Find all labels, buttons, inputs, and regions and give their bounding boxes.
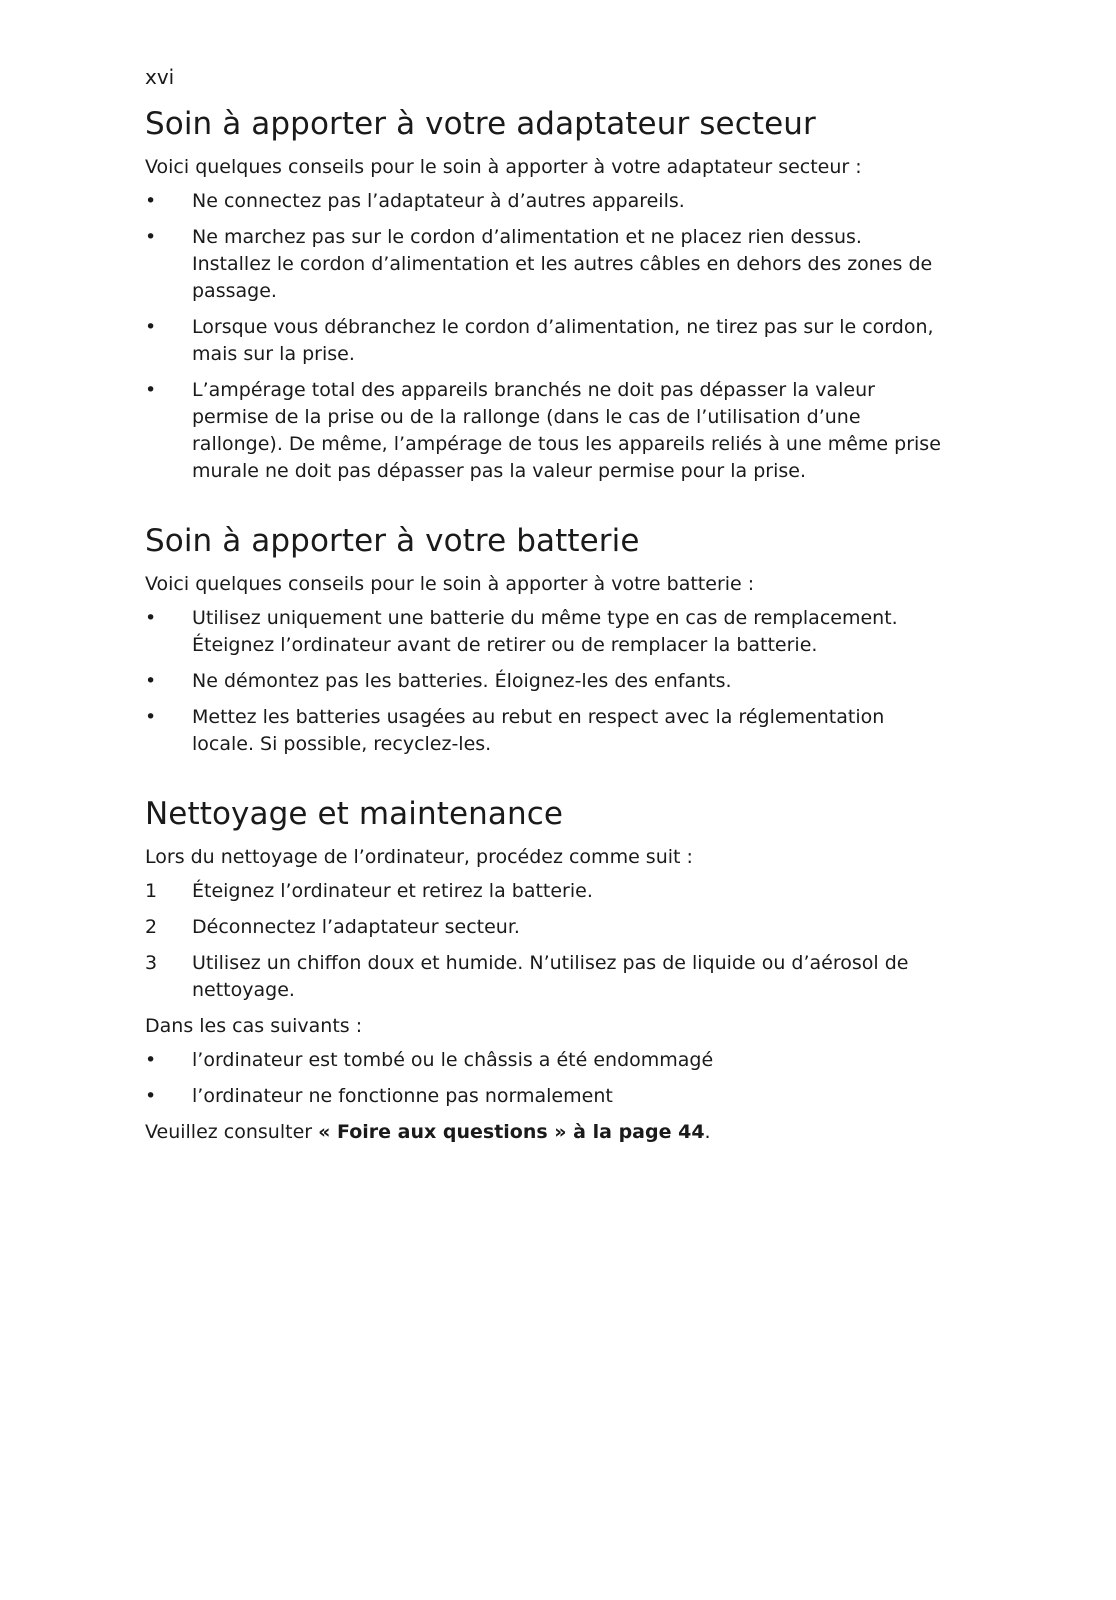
list-item-text: Mettez les batteries usagées au rebut en respect avec la réglementation locale. Si possible, recyclez-les. [192,706,885,755]
list-item [145,1083,945,1110]
step-number: 2 [145,916,158,938]
section-title: Soin à apporter à votre adaptateur secteur [145,106,816,142]
list-item [145,314,945,368]
cases-intro: Dans les cas suivants : [145,1015,363,1037]
section-intro: Lors du nettoyage de l’ordinateur, procédez comme suit : [145,846,693,868]
bullet-icon: • [145,379,157,401]
list-item [145,878,945,905]
section-adapter-care [145,104,945,485]
step-number: 1 [145,880,158,902]
list-item-text: l’ordinateur ne fonctionne pas normalement [192,1085,613,1107]
list-item-text: Ne connectez pas l’adaptateur à d’autres appareils. [192,190,685,212]
list-item-text: Utilisez un chiffon doux et humide. N’utilisez pas de liquide ou d’aérosol de nettoyage. [192,952,909,1001]
reference-suffix: . [704,1121,711,1143]
list-item-text: Déconnectez l’adaptateur secteur. [192,916,520,938]
section-intro: Voici quelques conseils pour le soin à apporter à votre adaptateur secteur : [145,156,862,178]
list-item [145,224,945,305]
list-item-text: L’ampérage total des appareils branchés ne doit pas dépasser la valeur permise de la prise ou de la rallonge (dans le cas de l’utilisation d’une rallonge). De même, l’ampérage de tous les appareils reliés à une même prise murale ne doit pas dépasser pas la valeur permise pour la prise. [192,379,941,482]
list-item [145,1047,945,1074]
bullet-list [145,605,945,758]
document-page [145,62,945,1153]
list-item-text: Ne démontez pas les batteries. Éloignez-les des enfants. [192,670,732,692]
list-item-text: Utilisez uniquement une batterie du même type en cas de remplacement. Éteignez l’ordinateur avant de retirer ou de remplacer la batterie. [192,607,898,656]
bullet-icon: • [145,1085,157,1107]
bullet-icon: • [145,706,157,728]
bullet-icon: • [145,190,157,212]
bullet-icon: • [145,316,157,338]
section-cleaning [145,794,945,1146]
list-item [145,950,945,1004]
bullet-list [145,188,945,485]
section-title: Soin à apporter à votre batterie [145,523,640,559]
bullet-list [145,1047,945,1110]
reference-prefix: Veuillez consulter [145,1121,319,1143]
list-item [145,188,945,215]
list-item-text: l’ordinateur est tombé ou le châssis a été endommagé [192,1049,714,1071]
section-title: Nettoyage et maintenance [145,796,564,832]
list-item [145,704,945,758]
list-item [145,605,945,659]
list-item [145,914,945,941]
list-item-text: Lorsque vous débranchez le cordon d’alimentation, ne tirez pas sur le cordon, mais sur la prise. [192,316,934,365]
faq-cross-reference-link[interactable]: « Foire aux questions » à la page 44 [318,1121,705,1143]
page-number: xvi [145,65,175,89]
reference-paragraph [145,1119,945,1146]
list-item-text: Éteignez l’ordinateur et retirez la batterie. [192,880,593,902]
step-number: 3 [145,952,158,974]
bullet-icon: • [145,670,157,692]
list-item [145,668,945,695]
section-intro: Voici quelques conseils pour le soin à apporter à votre batterie : [145,573,755,595]
bullet-icon: • [145,226,157,248]
list-item-text: Ne marchez pas sur le cordon d’alimentation et ne placez rien dessus. Installez le cordon d’alimentation et les autres câbles en dehors des zones de passage. [192,226,933,302]
numbered-list [145,878,945,1004]
bullet-icon: • [145,607,157,629]
list-item [145,377,945,485]
section-battery-care [145,521,945,758]
bullet-icon: • [145,1049,157,1071]
